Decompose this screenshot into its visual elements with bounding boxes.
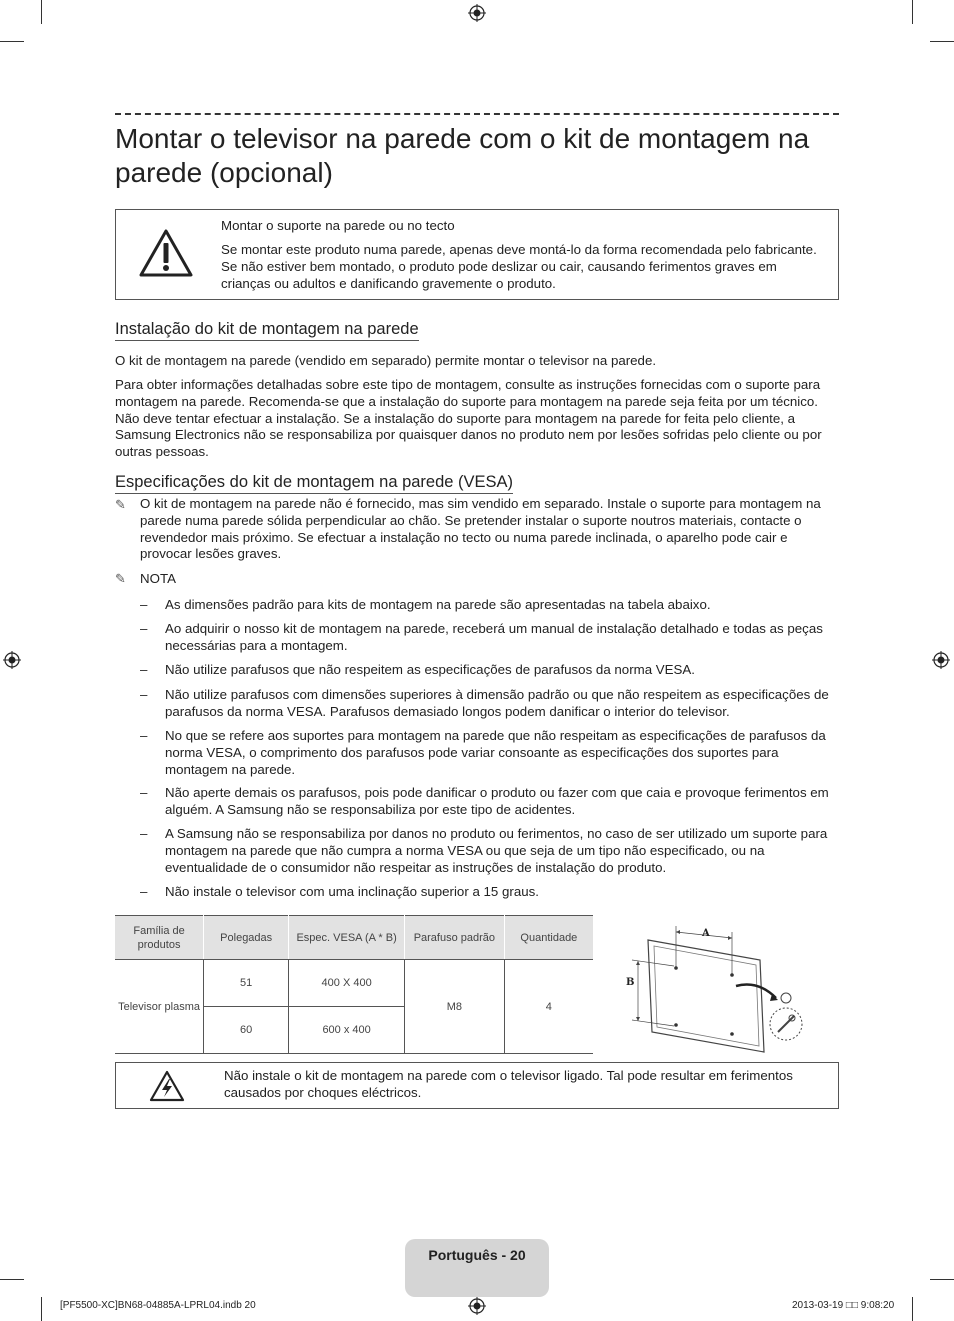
nota-label: NOTA xyxy=(140,571,176,586)
electric-shock-icon xyxy=(149,1070,185,1102)
vesa-spec-table xyxy=(115,915,593,1054)
print-slug-right: 2013-03-19 □□ 9:08:20 xyxy=(792,1300,895,1311)
registration-mark-icon xyxy=(3,651,21,669)
table-header: Família de produtos xyxy=(115,916,204,960)
warning-heading: Montar o suporte na parede ou no tecto xyxy=(221,218,455,233)
table-header: Quantidade xyxy=(504,916,593,960)
table-header: Espec. VESA (A * B) xyxy=(289,916,405,960)
table-cell: 51 xyxy=(204,960,289,1007)
vesa-note-paragraph: O kit de montagem na parede não é fornecido, mas sim vendido em separado. Instale o suporte para montagem na parede numa parede sólida perpendicular ao chão. Se pretender instalar o suporte noutros materiais, contacte o revendedor mais próximo. Se efectuar a instalação no tecto ou numa parede inclinada, o aparelho pode cair e provocar lesões graves. xyxy=(140,496,821,562)
dimension-label-b: B xyxy=(626,977,635,988)
pencil-note-icon: ✎ xyxy=(115,571,126,586)
section1-paragraph-1: O kit de montagem na parede (vendido em separado) permite montar o televisor na parede. xyxy=(115,353,657,368)
warning-box xyxy=(115,209,839,300)
table-row xyxy=(115,960,593,1007)
crop-mark xyxy=(912,0,913,24)
table-cell-quantity: 4 xyxy=(504,960,593,1054)
print-slug-left: [PF5500-XC]BN68-04885A-LPRL04.indb 20 xyxy=(60,1300,256,1311)
registration-mark-icon xyxy=(468,1297,486,1315)
pencil-note-icon: ✎ xyxy=(115,497,126,512)
crop-mark xyxy=(41,0,42,24)
table-cell: 600 x 400 xyxy=(289,1007,405,1054)
crop-mark xyxy=(0,1279,24,1280)
registration-mark-icon xyxy=(468,4,486,22)
registration-mark-icon xyxy=(932,651,950,669)
crop-mark xyxy=(41,1297,42,1321)
crop-mark xyxy=(930,1279,954,1280)
warning-triangle-icon xyxy=(138,227,194,279)
page-title: Montar o televisor na parede com o kit de montagem na parede (opcional) xyxy=(115,123,810,188)
table-cell: 400 X 400 xyxy=(289,960,405,1007)
table-cell-family: Televisor plasma xyxy=(115,960,204,1054)
section-heading-vesa: Especificações do kit de montagem na parede (VESA) xyxy=(115,472,513,494)
title-divider xyxy=(115,113,839,115)
table-header: Parafuso padrão xyxy=(405,916,505,960)
section1-paragraph-2: Para obter informações detalhadas sobre este tipo de montagem, consulte as instruções fornecidas com o suporte para montagem na parede. Recomenda-se que a instalação do suporte para montagem na parede seja feita por um técnico. Não deve tentar efectuar a instalação. Se a instalação do suporte para montagem na parede for feita pelo cliente, a Samsung Electronics não se responsabiliza por quaisquer danos no produto nem por lesões sofridas pelo cliente ou por outras pessoas. xyxy=(115,377,822,460)
page-number: Português - 20 xyxy=(428,1247,526,1263)
crop-mark xyxy=(930,41,954,42)
page-number-badge xyxy=(405,1239,549,1297)
table-cell: 60 xyxy=(204,1007,289,1054)
dimension-label-a: A xyxy=(702,928,710,939)
crop-mark xyxy=(0,41,24,42)
warning-body: Se montar este produto numa parede, apenas deve montá-lo da forma recomendada pelo fabricante. Se não estiver bem montado, o produto pode deslizar ou cair, causando ferimentos graves em crianças ou adultos e danificando gravemente o produto. xyxy=(221,242,817,291)
table-cell-screw: M8 xyxy=(405,960,505,1054)
electric-warning-text: Não instale o kit de montagem na parede com o televisor ligado. Tal pode resultar em ferimentos causados por choques eléctricos. xyxy=(224,1068,793,1100)
table-header: Polegadas xyxy=(204,916,289,960)
electric-warning-box xyxy=(115,1062,839,1109)
tv-wall-mount-diagram xyxy=(618,918,808,1058)
crop-mark xyxy=(912,1297,913,1321)
section-heading-installation: Instalação do kit de montagem na parede xyxy=(115,319,419,341)
